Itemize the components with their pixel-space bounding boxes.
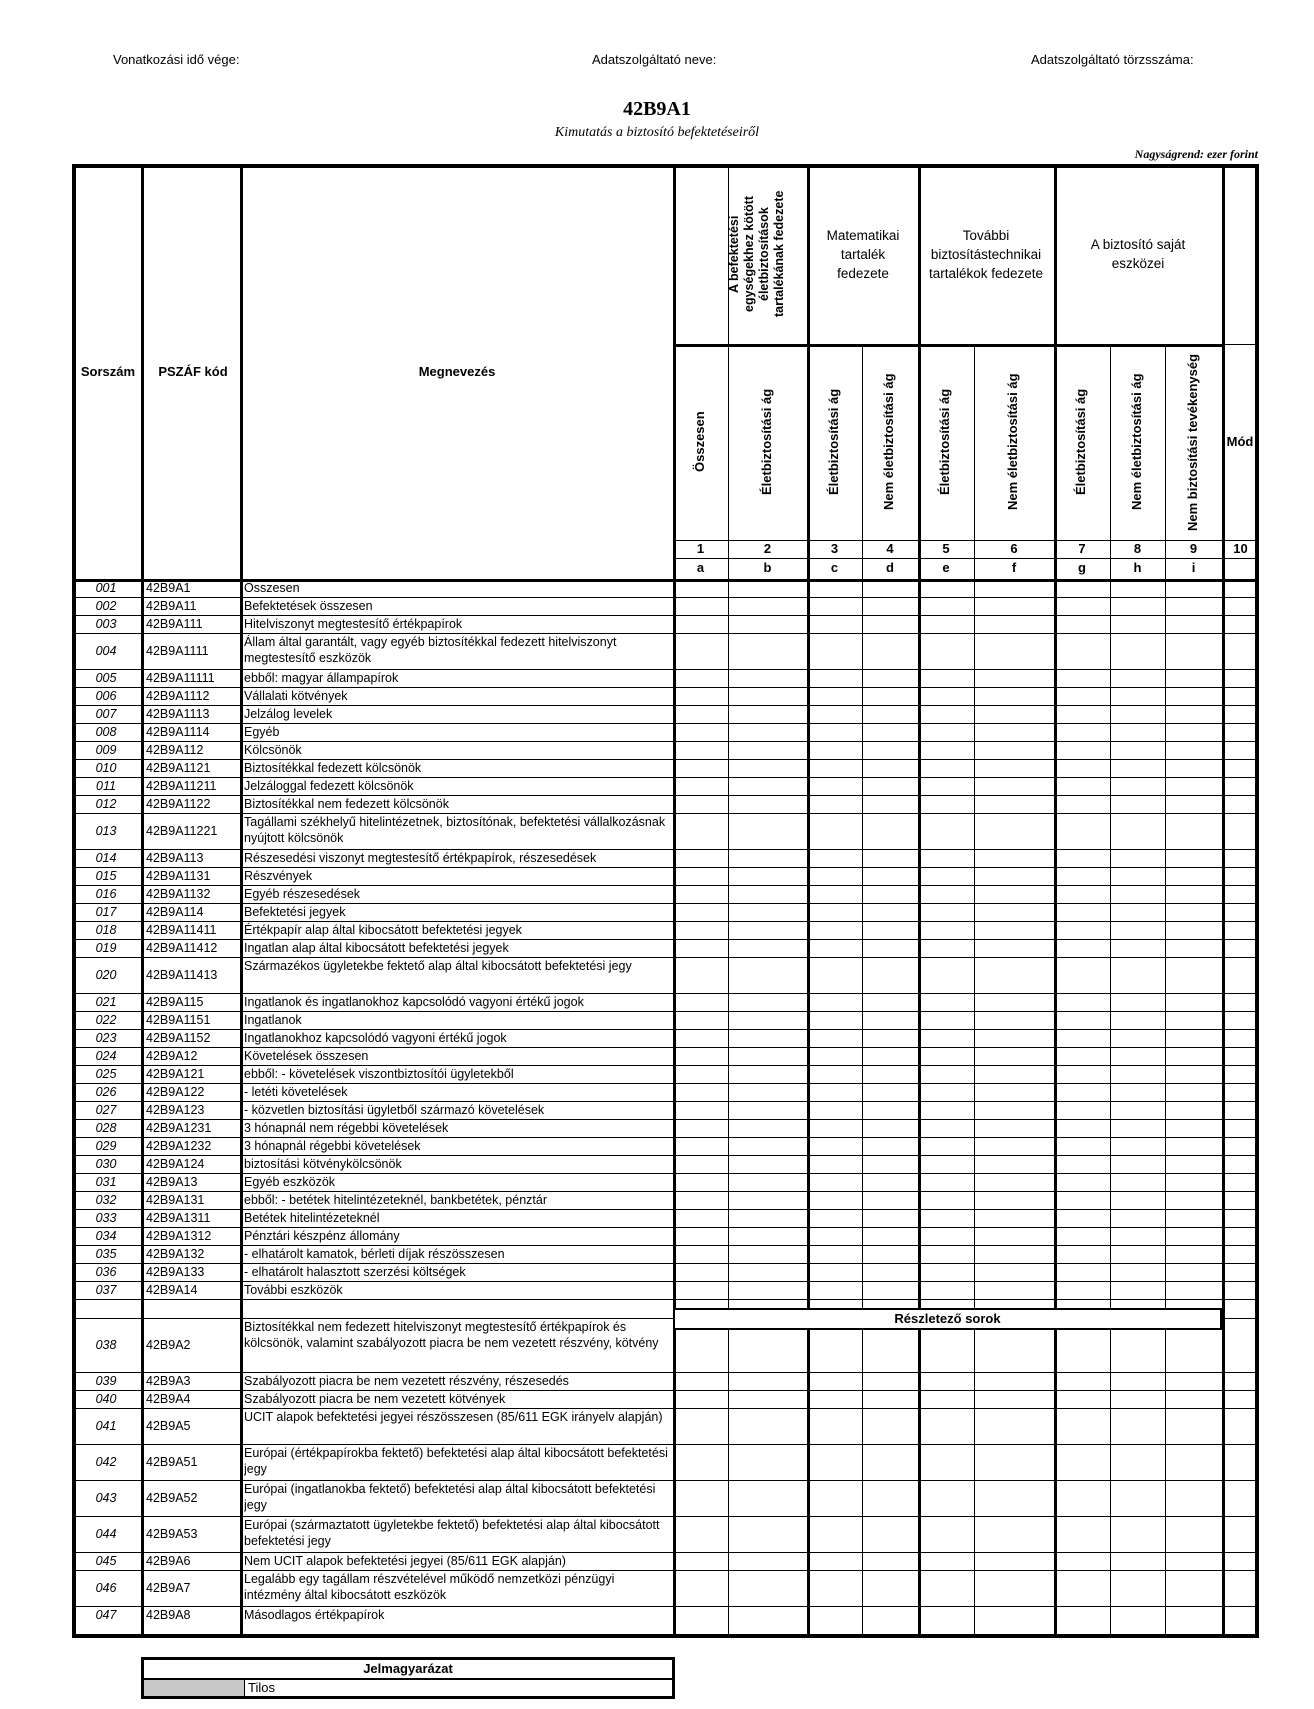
column-letter: g	[1078, 560, 1086, 575]
row-name: Részvények	[244, 869, 313, 883]
row-number: 036	[95, 1265, 117, 1279]
group-line: biztosítástechnikai	[930, 247, 1042, 262]
grid-line	[673, 344, 1222, 347]
row-name: - letéti követelések	[244, 1085, 348, 1099]
row-name: 3 hónapnál nem régebbi követelések	[244, 1121, 449, 1135]
column-number: 8	[1133, 541, 1142, 556]
row-name: Biztosítékkal nem fedezett hitelviszonyt megtestesítő értékpapírok és kölcsönök, valamint szabályozott piacra be nem vezetett részvény, kötvény	[244, 1320, 659, 1350]
row-number: 001	[95, 581, 117, 595]
row-number: 041	[95, 1419, 117, 1433]
column-number: 3	[830, 541, 839, 556]
legend-title: Jelmagyarázat	[144, 1660, 672, 1680]
grid-line	[862, 344, 863, 1636]
form-code: 42B9A1	[623, 98, 691, 120]
header-mod: Mód	[1226, 434, 1254, 449]
column-letter: e	[942, 560, 950, 575]
row-code: 42B9A5	[146, 1419, 191, 1433]
row-name: Betétek hitelintézeteknél	[244, 1211, 380, 1225]
row-name: Befektetések összesen	[244, 599, 373, 613]
row-code: 42B9A8	[146, 1608, 191, 1622]
grid-line	[918, 166, 921, 1636]
row-number: 009	[95, 743, 117, 757]
row-name: Jelzáloggal fedezett kölcsönök	[244, 779, 414, 793]
header-megnevezes: Megnevezés	[418, 364, 496, 379]
row-name: Másodlagos értékpapírok	[244, 1608, 385, 1622]
row-code: 42B9A11412	[146, 941, 218, 955]
row-code: 42B9A52	[146, 1491, 198, 1505]
header-group-own-assets	[1054, 235, 1222, 273]
group-line: eszközei	[1111, 256, 1165, 271]
group-line: További	[962, 228, 1010, 243]
row-code: 42B9A51	[146, 1455, 198, 1469]
row-code: 42B9A6	[146, 1554, 191, 1568]
row-name: - elhatárolt halasztott szerzési költségek	[244, 1265, 466, 1279]
row-code: 42B9A12	[146, 1049, 198, 1063]
provider-id-label: Adatszolgáltató törzsszáma:	[1031, 52, 1194, 67]
row-code: 42B9A7	[146, 1581, 191, 1595]
row-code: 42B9A132	[146, 1247, 205, 1261]
row-code: 42B9A4	[146, 1392, 191, 1406]
row-number: 029	[95, 1139, 117, 1153]
provider-name-label: Adatszolgáltató neve:	[592, 52, 717, 67]
row-code: 42B9A1114	[146, 725, 210, 739]
row-code: 42B9A1312	[146, 1229, 212, 1243]
row-number: 004	[95, 644, 117, 658]
row-name: Értékpapír alap által kibocsátott befektetési jegyek	[244, 923, 522, 937]
row-code: 42B9A1231	[146, 1121, 212, 1135]
row-number: 022	[95, 1013, 117, 1027]
legend	[141, 1657, 675, 1699]
sub-header-3: Életbiztosítási ág	[825, 388, 841, 496]
grid-line	[141, 166, 144, 1636]
row-number: 016	[95, 887, 117, 901]
row-code: 42B9A1122	[146, 797, 211, 811]
row-name: UCIT alapok befektetési jegyei részösszesen (85/611 EGK irányelv alapján)	[244, 1410, 663, 1424]
grid-line	[673, 166, 676, 1636]
row-code: 42B9A1152	[146, 1031, 211, 1045]
column-number: 10	[1233, 541, 1248, 556]
grid-line	[807, 166, 810, 1636]
legend-item: Tilos	[248, 1680, 275, 1695]
row-code: 42B9A122	[146, 1085, 205, 1099]
column-number: 7	[1078, 541, 1086, 556]
row-code: 42B9A1131	[146, 869, 211, 883]
row-name: Legalább egy tagállam részvételével működő nemzetközi pénzügyi intézmény által kibocsátott eszközök	[244, 1572, 615, 1602]
column-number: 9	[1189, 541, 1198, 556]
row-code: 42B9A11111	[146, 671, 215, 685]
row-number: 003	[95, 617, 117, 631]
row-number: 023	[95, 1031, 117, 1045]
row-number: 017	[95, 905, 117, 919]
row-code: 42B9A1311	[146, 1211, 211, 1225]
row-number: 046	[95, 1581, 117, 1595]
row-name: Részesedési viszonyt megtestesítő értékpapírok, részesedések	[244, 851, 597, 865]
sub-header-9: Nem biztosítási tevékenység	[1184, 353, 1200, 531]
row-number: 033	[95, 1211, 117, 1225]
row-number: 037	[95, 1283, 117, 1297]
row-number: 024	[95, 1049, 117, 1063]
sub-header-2: Életbiztosítási ág	[758, 388, 774, 496]
row-name: ebből: - követelések viszontbiztosítói ügyletekből	[244, 1067, 514, 1081]
group-line: Matematikai	[826, 228, 900, 243]
row-number: 018	[95, 923, 117, 937]
unit-label: Nagyságrend: ezer forint	[1134, 147, 1258, 161]
sub-header-8: Nem életbiztosítási ág	[1128, 373, 1144, 511]
row-number: 044	[95, 1527, 117, 1541]
row-name: Kölcsönök	[244, 743, 302, 757]
row-code: 42B9A1132	[146, 887, 211, 901]
row-code: 42B9A121	[146, 1067, 205, 1081]
row-name: Egyéb eszközök	[244, 1175, 336, 1189]
group-line: fedezete	[837, 266, 889, 281]
row-code: 42B9A1151	[146, 1013, 211, 1027]
row-name: Biztosítékkal fedezett kölcsönök	[244, 761, 422, 775]
row-number: 039	[95, 1374, 117, 1388]
row-code	[146, 1300, 238, 1318]
row-number: 028	[95, 1121, 117, 1135]
row-code: 42B9A1121	[146, 761, 211, 775]
row-number: 015	[95, 869, 117, 883]
group-line: tartalékok fedezete	[928, 266, 1044, 281]
row-number: 026	[95, 1085, 117, 1099]
header-group-unit-linked: A befektetési egységekhez kötött életbiztosítások tartalékának fedezete	[727, 190, 786, 318]
grid-line	[673, 558, 1259, 559]
grid-line	[1165, 344, 1166, 1636]
row-number: 013	[95, 824, 117, 838]
row-code: 42B9A3	[146, 1374, 191, 1388]
row-number: 006	[95, 689, 117, 703]
sub-header-1: Összesen	[691, 411, 707, 473]
row-code: 42B9A2	[146, 1338, 191, 1352]
row-name: Ingatlanokhoz kapcsolódó vagyoni értékű jogok	[244, 1031, 507, 1045]
row-number	[75, 1300, 137, 1318]
grid-line	[974, 344, 975, 1636]
row-code: 42B9A14	[146, 1283, 198, 1297]
column-number: 5	[942, 541, 950, 556]
row-code: 42B9A115	[146, 995, 204, 1009]
row-name: Egyéb részesedések	[244, 887, 361, 901]
row-name: Ingatlan alap által kibocsátott befektetési jegyek	[244, 941, 509, 955]
sub-header-6: Nem életbiztosítási ág	[1005, 373, 1020, 511]
row-name: Biztosítékkal nem fedezett kölcsönök	[244, 797, 449, 811]
row-number: 007	[95, 707, 117, 721]
row-code: 42B9A13	[146, 1175, 198, 1189]
row-number: 035	[95, 1247, 117, 1261]
row-number: 042	[95, 1455, 117, 1469]
column-letter: c	[830, 560, 839, 575]
row-number: 025	[95, 1067, 117, 1081]
row-name: Jelzálog levelek	[244, 707, 333, 721]
grid-line	[1222, 344, 1259, 345]
row-code: 42B9A131	[146, 1193, 205, 1207]
sub-header-7: Életbiztosítási ág	[1073, 388, 1088, 496]
row-code: 42B9A1	[146, 581, 191, 595]
row-code: 42B9A124	[146, 1157, 205, 1171]
row-code: 42B9A114	[146, 905, 204, 919]
row-code: 42B9A53	[146, 1527, 198, 1541]
row-name: 3 hónapnál régebbi követelések	[244, 1139, 421, 1153]
column-letter: a	[696, 560, 705, 575]
row-code: 42B9A112	[146, 743, 204, 757]
header-pszaf-kod: PSZÁF kód	[158, 364, 228, 379]
column-letter: b	[763, 560, 772, 575]
row-name: ebből: - betétek hitelintézeteknél, bankbetétek, pénztár	[244, 1193, 547, 1207]
row-number: 032	[95, 1193, 117, 1207]
row-number: 021	[95, 995, 117, 1009]
row-name: Ingatlanok és ingatlanokhoz kapcsolódó vagyoni értékű jogok	[244, 995, 584, 1009]
column-letter: i	[1191, 560, 1196, 575]
row-code: 42B9A133	[146, 1265, 205, 1279]
row-number: 043	[95, 1491, 117, 1505]
group-line: A biztosító saját	[1090, 237, 1186, 252]
row-code: 42B9A1113	[146, 707, 210, 721]
row-name: Állam által garantált, vagy egyéb biztosítékkal fedezett hitelviszonyt megtestesítő eszközök	[244, 635, 617, 665]
column-number: 6	[1010, 541, 1018, 556]
header-group-mathematical	[808, 226, 918, 283]
row-number: 005	[95, 671, 117, 685]
form-title: Kimutatás a biztosító befektetéseiről	[554, 125, 760, 140]
row-name: Európai (ingatlanokba fektető) befektetési alap által kibocsátott befektetési jegy	[244, 1482, 656, 1512]
row-code: 42B9A113	[146, 851, 204, 865]
row-name: - elhatárolt kamatok, bérleti díjak részösszesen	[244, 1247, 505, 1261]
row-name: Szabályozott piacra be nem vezetett kötvények	[244, 1392, 506, 1406]
row-number: 011	[96, 779, 116, 793]
row-code: 42B9A11211	[146, 779, 217, 793]
row-code: 42B9A111	[146, 617, 203, 631]
row-number: 034	[95, 1229, 117, 1243]
column-number: 2	[763, 541, 772, 556]
row-name: Követelések összesen	[244, 1049, 369, 1063]
row-code: 42B9A1111	[146, 644, 209, 658]
header-group-technical	[918, 226, 1054, 283]
row-name: Nem UCIT alapok befektetési jegyei (85/611 EGK alapján)	[244, 1554, 566, 1568]
row-name: Összesen	[244, 581, 300, 595]
row-code: 42B9A11413	[146, 968, 218, 982]
row-name: Tagállami székhelyű hitelintézetnek, biztosítónak, befektetési vállalkozásnak nyújtott kölcsönök	[244, 815, 666, 845]
group-line: tartalék	[840, 247, 886, 262]
row-name: - közvetlen biztosítási ügyletből származó követelések	[244, 1103, 545, 1117]
row-number: 040	[95, 1392, 117, 1406]
row-name: Európai (származtatott ügyletekbe fektető) befektetési alap által kibocsátott befektetési jegy	[244, 1518, 660, 1548]
row-number: 019	[95, 941, 117, 955]
row-code: 42B9A123	[146, 1103, 205, 1117]
row-name: Egyéb	[244, 725, 280, 739]
row-number: 047	[95, 1608, 117, 1622]
row-name: ebből: magyar állampapírok	[244, 671, 399, 685]
row-number: 002	[95, 599, 117, 613]
row-number: 010	[95, 761, 117, 775]
row-code: 42B9A11411	[146, 923, 217, 937]
row-number: 031	[95, 1175, 117, 1189]
column-letter: f	[1011, 560, 1017, 575]
row-code: 42B9A11221	[146, 824, 218, 838]
column-number: 1	[696, 541, 705, 556]
row-number: 027	[95, 1103, 117, 1117]
row-number: 030	[95, 1157, 117, 1171]
row-number: 045	[95, 1554, 117, 1568]
header-sorszam: Sorszám	[80, 364, 136, 379]
grid-line	[240, 166, 243, 1636]
row-number: 014	[95, 851, 117, 865]
grid-line	[1222, 166, 1225, 1636]
row-number: 012	[95, 797, 117, 811]
row-name: Származékos ügyletekbe fektető alap által kibocsátott befektetési jegy	[244, 959, 632, 973]
grid-line	[1110, 344, 1111, 1636]
row-number: 038	[95, 1338, 117, 1352]
row-name: Pénztári készpénz állomány	[244, 1229, 400, 1243]
sub-header-4: Nem életbiztosítási ág	[881, 373, 896, 511]
row-name: Hitelviszonyt megtestesítő értékpapírok	[244, 617, 463, 631]
column-letter: h	[1133, 560, 1142, 575]
column-letter: d	[886, 560, 894, 575]
column-number: 4	[886, 541, 894, 556]
period-end-label: Vonatkozási idő vége:	[113, 52, 240, 67]
grid-line	[1054, 166, 1057, 1636]
sub-header-5: Életbiztosítási ág	[937, 388, 952, 496]
row-name: Befektetési jegyek	[244, 905, 346, 919]
grid-line	[728, 166, 729, 1636]
row-code: 42B9A1112	[146, 689, 210, 703]
row-name: Ingatlanok	[244, 1013, 302, 1027]
row-number: 020	[95, 968, 117, 982]
row-code: 42B9A1232	[146, 1139, 212, 1153]
row-name: biztosítási kötvénykölcsönök	[244, 1157, 402, 1171]
detail-rows-label: Részletező sorok	[673, 1308, 1222, 1330]
row-number: 008	[95, 725, 117, 739]
row-name: Vállalati kötvények	[244, 689, 348, 703]
row-name: További eszközök	[244, 1283, 343, 1297]
row-name: Szabályozott piacra be nem vezetett részvény, részesedés	[244, 1374, 569, 1388]
row-name: Európai (értékpapírokba fektető) befektetési alap által kibocsátott befektetési jegy	[244, 1446, 668, 1476]
row-code: 42B9A11	[146, 599, 197, 613]
legend-swatch	[144, 1680, 245, 1696]
row-name	[244, 1300, 670, 1318]
